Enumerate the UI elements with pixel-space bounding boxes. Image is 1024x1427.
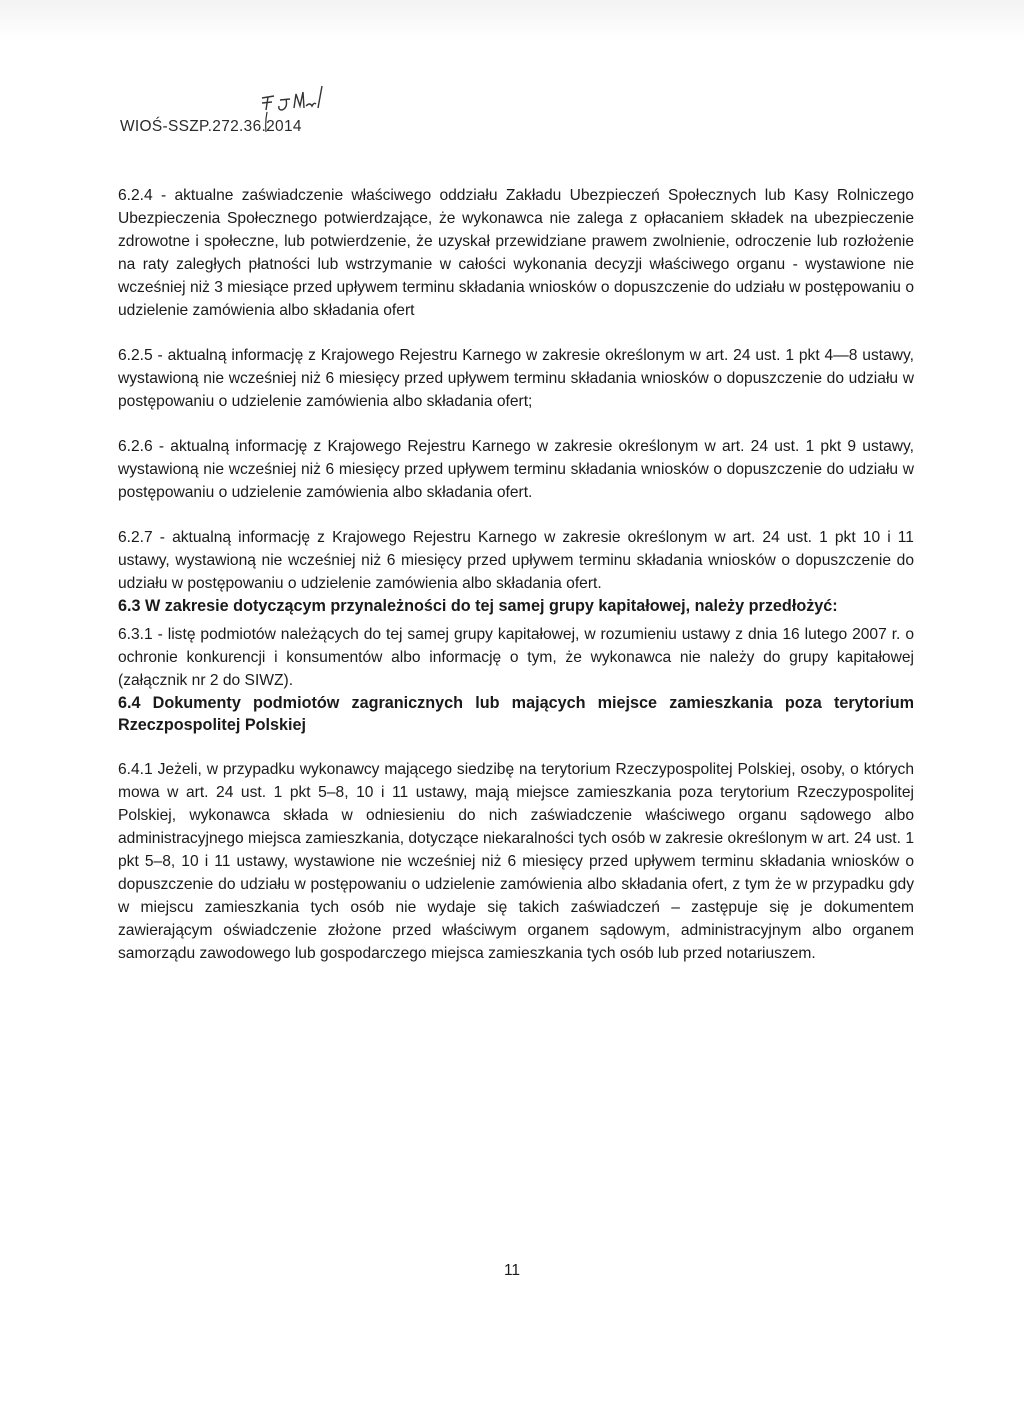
page-number: 11 bbox=[503, 1262, 521, 1279]
paragraph-6-4-1: 6.4.1 Jeżeli, w przypadku wykonawcy mającego siedzibę na terytorium Rzeczypospolitej Polskiej, osoby, o których mowa w art. 24 ust. 1 pkt 5–8, 10 i 11 ustawy, mają miejsce zamieszkania poza terytorium Rzeczypospolitej Polskiej, wykonawca składa w odniesieniu do nich zaświadczenie właściwego organu sądowego albo administracyjnego miejsca zamieszkania, dotyczące niekaralności tych osób w zakresie określonym w art. 24 ust. 1 pkt 5–8, 10 i 11 ustawy, wystawione nie wcześniej niż 6 miesięcy przed upływem terminu składania wniosków o dopuszczenie do udziału w postępowaniu o udzielenie zamówienia albo składania ofert, z tym że w przypadku gdy w miejscu zamieszkania tych osób nie wydaje się takich zaświadczeń – zastępuje się je dokumentem zawierającym oświadczenie złożone przed właściwym organem sądowym, administracyjnym albo organem samorządu zawodowego lub gospodarczego miejsca zamieszkania tych osób lub przed notariuszem. bbox=[118, 761, 914, 962]
heading-6-4: 6.4 Dokumenty podmiotów zagranicznych lub mających miejsce zamieszkania poza terytorium Rzeczpospolitej Polskiej bbox=[118, 694, 914, 734]
paragraph-6-2-7: 6.2.7 - aktualną informację z Krajowego Rejestru Karnego w zakresie określonym w art. 24 ust. 1 pkt 10 i 11 ustawy, wystawioną nie wcześniej niż 6 miesięcy przed upływem terminu składania wniosków o dopuszczenie do udziału w postępowaniu o udzielenie zamówienia albo składania ofert. bbox=[118, 529, 914, 592]
paragraph-6-2-5: 6.2.5 - aktualną informację z Krajowego Rejestru Karnego w zakresie określonym w art. 24 ust. 1 pkt 4—8 ustawy, wystawioną nie wcześniej niż 6 miesięcy przed upływem terminu składania wniosków o dopuszczenie do udziału w postępowaniu o udzielenie zamówienia albo składania ofert; bbox=[118, 347, 914, 410]
scan-shadow bbox=[0, 0, 1024, 40]
handwritten-annotation-signature bbox=[256, 80, 336, 140]
paragraph-6-3-1: 6.3.1 - listę podmiotów należących do tej samej grupy kapitałowej, w rozumieniu ustawy z dnia 16 lutego 2007 r. o ochronie konkurencji i konsumentów albo informację o tym, że wykonawca nie należy do grupy kapitałowej (załącznik nr 2 do SIWZ). bbox=[118, 626, 914, 689]
document-body bbox=[118, 184, 914, 965]
paragraph-6-2-4: 6.2.4 - aktualne zaświadczenie właściwego oddziału Zakładu Ubezpieczeń Społecznych lub Kasy Rolniczego Ubezpieczenia Społecznego potwierdzające, że wykonawca nie zalega z opłacaniem składek na ubezpieczenie zdrowotne i społeczne, lub potwierdzenie, że uzyskał przewidziane prawem zwolnienie, odroczenie lub rozłożenie na raty zaległych płatności lub wstrzymanie w całości wykonania decyzji właściwego organu - wystawione nie wcześniej niż 3 miesiące przed upływem terminu składania wniosków o dopuszczenie do udziału w postępowaniu o udzielenie zamówienia albo składania ofert bbox=[118, 187, 914, 319]
heading-6-3: 6.3 W zakresie dotyczącym przynależności do tej samej grupy kapitałowej, należy przedłożyć: bbox=[118, 597, 838, 615]
paragraph-6-2-6: 6.2.6 - aktualną informację z Krajowego Rejestru Karnego w zakresie określonym w art. 24 ust. 1 pkt 9 ustawy, wystawioną nie wcześniej niż 6 miesięcy przed upływem terminu składania wniosków o dopuszczenie do udziału w postępowaniu o udzielenie zamówienia albo składania ofert. bbox=[118, 438, 914, 501]
document-reference-number: WIOŚ-SSZP.272.36.2014 bbox=[120, 118, 302, 135]
